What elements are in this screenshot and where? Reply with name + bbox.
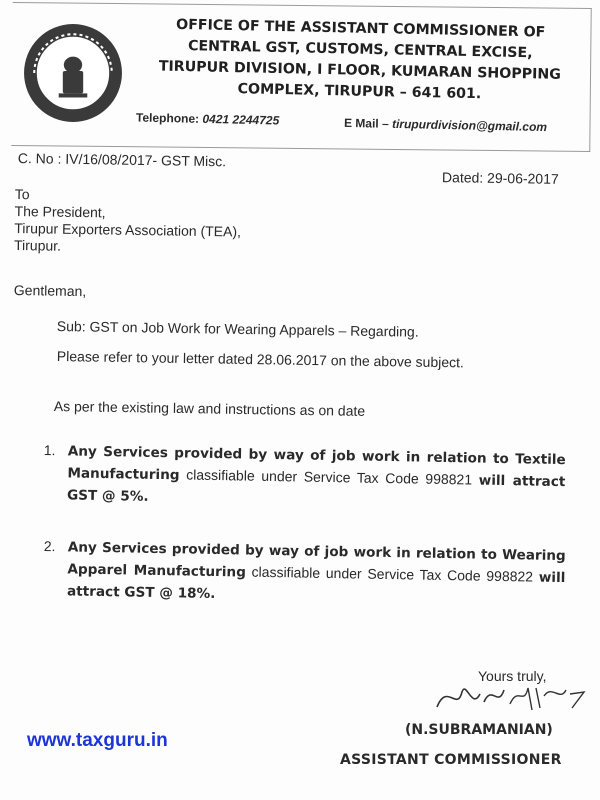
office-title (134, 14, 586, 107)
item-bold-tail: will attract GST @ 18%. (66, 569, 566, 602)
office-line-2: CENTRAL GST, CUSTOMS, CENTRAL EXCISE, (187, 38, 533, 62)
office-line-4: COMPLEX, TIRUPUR – 641 601. (237, 81, 482, 103)
closing: Yours truly, (478, 668, 547, 684)
letter-date: Dated: 29-06-2017 (441, 169, 559, 187)
telephone-number: 0421 2244725 (202, 111, 280, 128)
to-line: To (14, 186, 30, 203)
subject-line: Sub: GST on Job Work for Wearing Apparels – Regarding. (56, 318, 419, 340)
signatory-title: ASSISTANT COMMISSIONER (340, 752, 562, 768)
list-item-number: 2. (43, 537, 56, 555)
watermark-link[interactable]: www.taxguru.in (27, 730, 168, 751)
handwritten-signature (432, 672, 592, 722)
list-item (43, 536, 566, 611)
office-line-3: TIRUPUR DIVISION, I FLOOR, KUMARAN SHOPPING (158, 58, 562, 83)
email-label: E Mail – (343, 115, 389, 131)
emblem-seal (22, 22, 124, 124)
item-normal-text: classifiable under Service Tax Code 998821 (179, 466, 479, 488)
telephone-label: Telephone: (135, 110, 200, 126)
item-bold-lead: Any Services provided by way of job work in relation to Textile Manufacturing (67, 443, 566, 484)
telephone-line (136, 111, 279, 128)
office-line-1: OFFICE OF THE ASSISTANT COMMISSIONER OF (175, 16, 546, 41)
item-bold-tail: will attract GST @ 5%. (66, 472, 566, 505)
recipient-city: Tirupur. (13, 236, 62, 254)
reference-number: C. No : IV/16/08/2017- GST Misc. (17, 150, 227, 170)
salutation: Gentleman, (13, 282, 87, 300)
recipient-address (14, 186, 242, 258)
item-bold-lead: Any Services provided by way of job work in relation to Wearing Apparel Manufacturing (67, 539, 566, 581)
recipient-org: Tirupur Exporters Association (TEA), (14, 219, 242, 240)
intro-paragraph: As per the existing law and instructions as on date (53, 398, 366, 419)
signatory-name: (N.SUBRAMANIAN) (405, 722, 553, 738)
reference-paragraph: Please refer to your letter dated 28.06.2017 on the above subject. (56, 348, 465, 371)
email-address: tirupurdivision@gmail.com (391, 116, 548, 135)
list-item (43, 440, 566, 515)
recipient-title: The President, (14, 202, 106, 221)
item-normal-text: classifiable under Service Tax Code 998822 (245, 563, 539, 585)
list-item-number: 1. (43, 441, 56, 459)
